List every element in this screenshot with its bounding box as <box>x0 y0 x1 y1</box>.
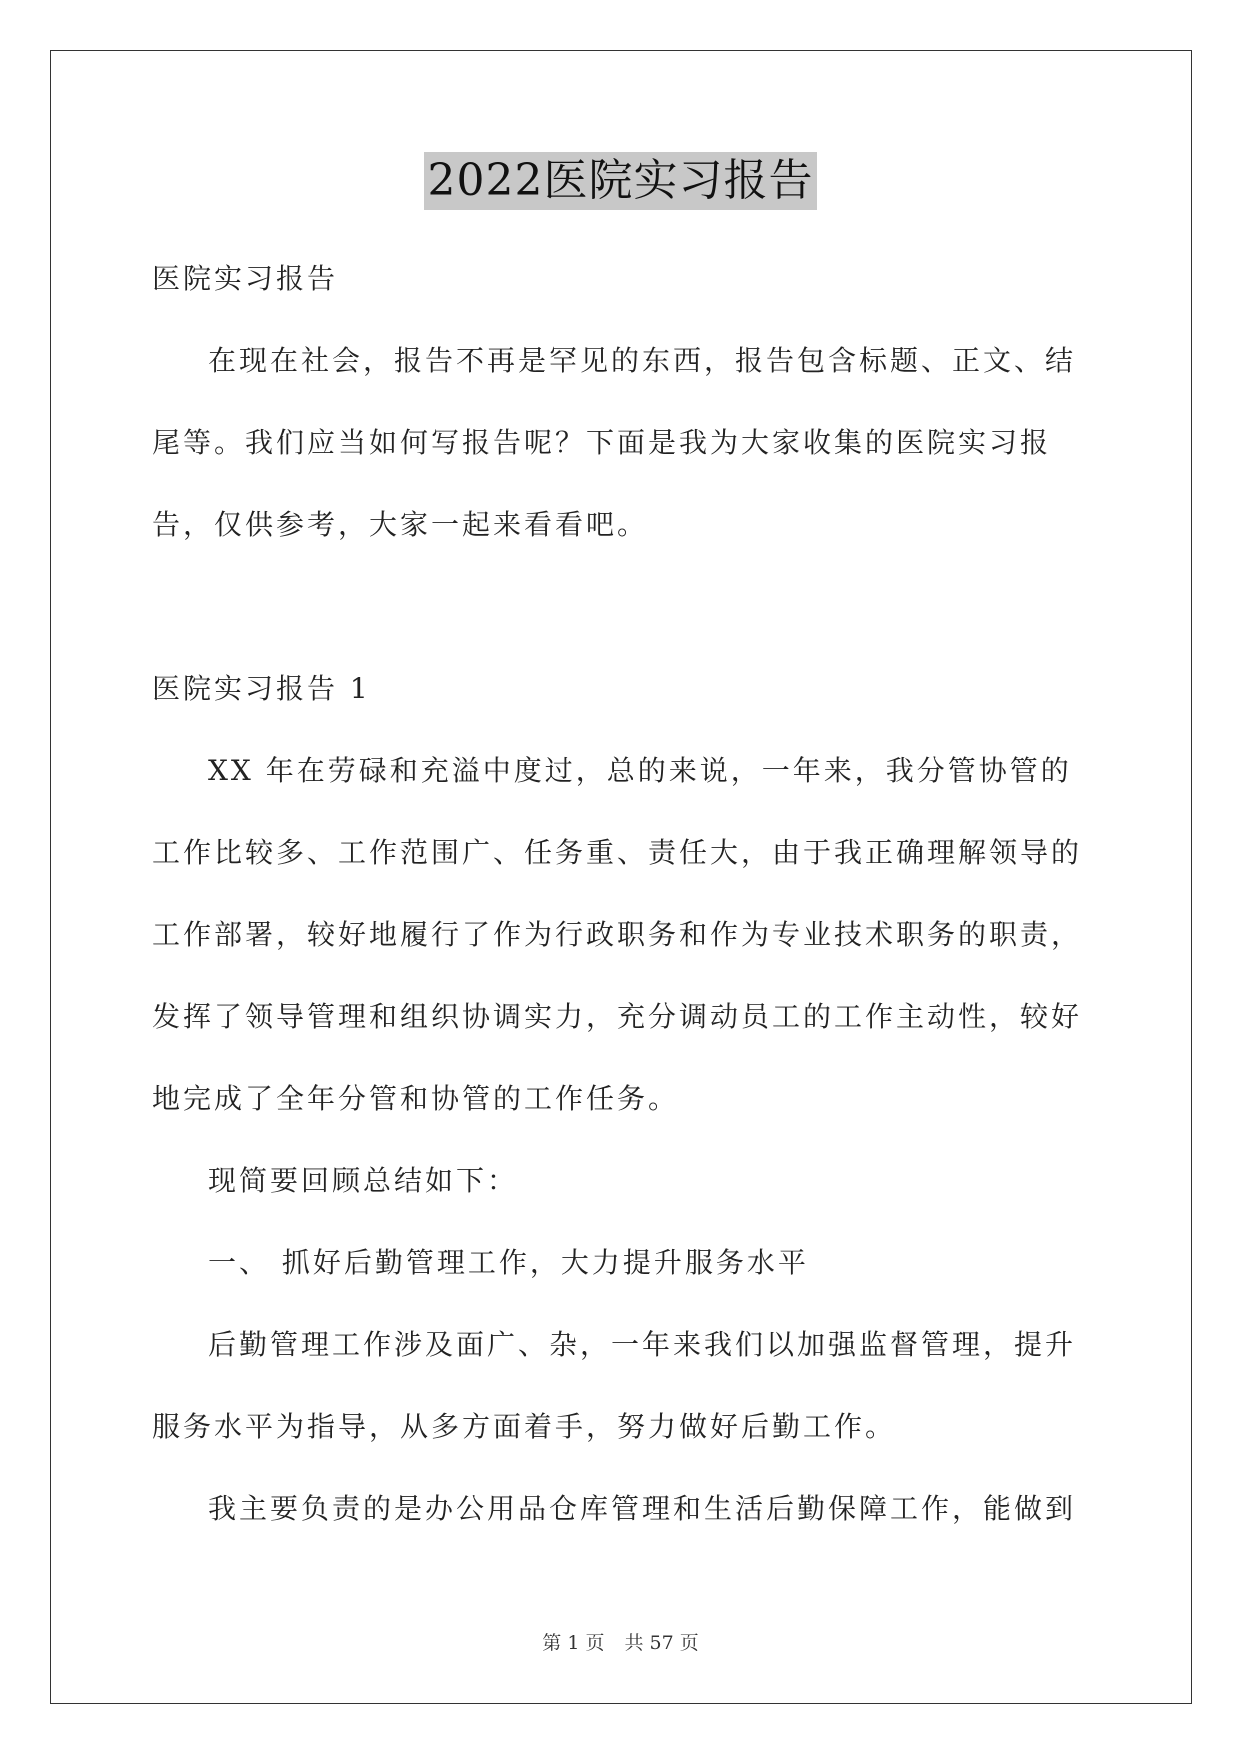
page-number: 第 1 页 <box>542 1632 605 1654</box>
body-paragraph: 现简要回顾总结如下： <box>208 1164 519 1197</box>
body-paragraph: 后勤管理工作涉及面广、杂，一年来我们以加强监督管理，提升服务水平为指导，从多方面着手，努力做好后勤工作。 <box>152 1328 1077 1443</box>
body-paragraph: XX 年在劳碌和充溢中度过，总的来说，一年来，我分管协管的工作比较多、工作范围广、任务重、责任大，由于我正确理解领导的工作部署，较好地履行了作为行政职务和作为专业技术职务的职责，发挥了领导管理和组织协调实力，充分调动员工的工作主动性，较好地完成了全年分管和协管的工作任务。 <box>152 754 1083 1115</box>
section-heading: 医院实习报告 1 <box>152 672 371 705</box>
title-container <box>0 152 1241 210</box>
page-total: 共 57 页 <box>624 1632 699 1654</box>
page-footer <box>0 1628 1241 1655</box>
section-spacer <box>152 566 1092 648</box>
document-title: 2022医院实习报告 <box>424 152 818 210</box>
document-subtitle: 医院实习报告 <box>152 262 339 295</box>
body-paragraph: 一、 抓好后勤管理工作，大力提升服务水平 <box>208 1246 809 1279</box>
intro-paragraph: 在现在社会，报告不再是罕见的东西，报告包含标题、正文、结尾等。我们应当如何写报告呢？下面是我为大家收集的医院实习报告，仅供参考，大家一起来看看吧。 <box>152 344 1077 541</box>
document-body <box>152 238 1092 1550</box>
body-paragraph: 我主要负责的是办公用品仓库管理和生活后勤保障工作，能做到 <box>208 1492 1077 1525</box>
